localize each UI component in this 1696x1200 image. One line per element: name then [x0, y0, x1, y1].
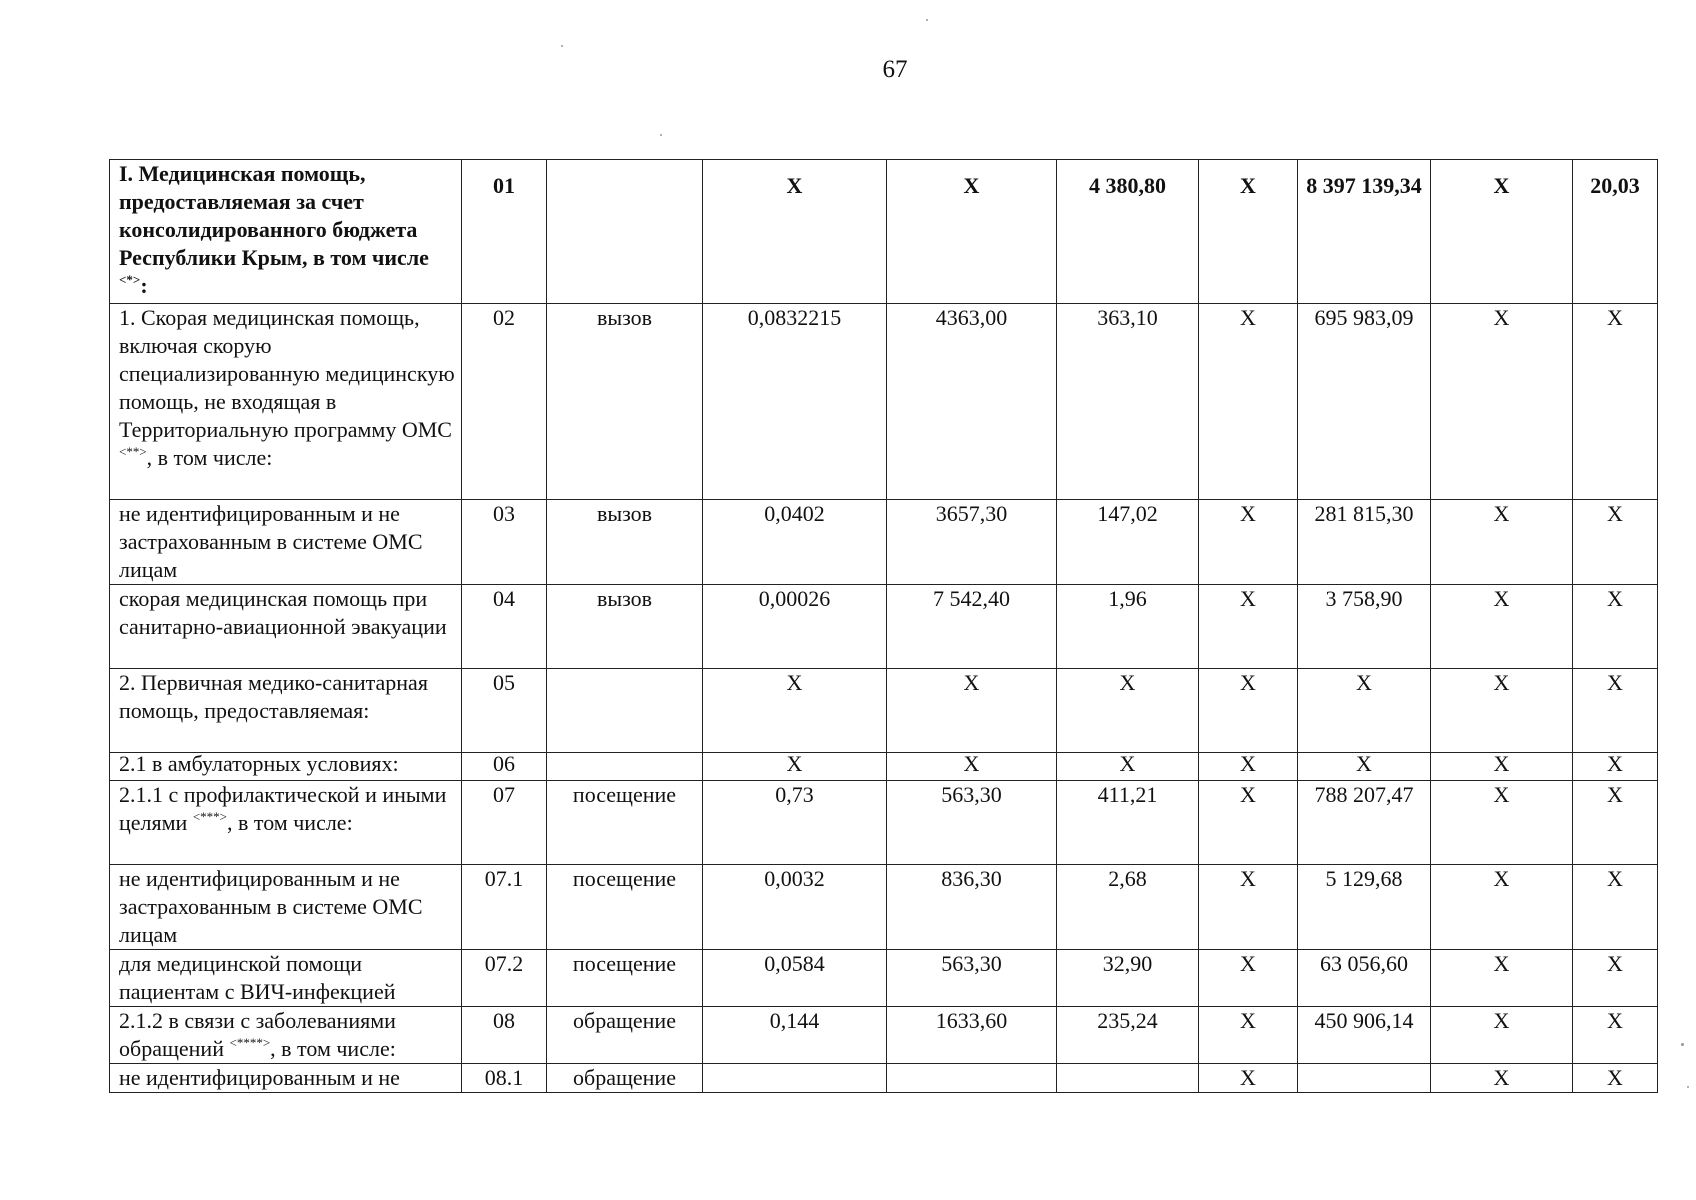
value-cell: 147,02	[1057, 500, 1199, 585]
scan-speck	[1687, 1086, 1689, 1088]
row-description-text: 2.1 в амбулаторных условиях:	[119, 752, 399, 776]
value-cell: 8 397 139,34	[1298, 160, 1431, 304]
value-cell: X	[1199, 753, 1298, 781]
statistics-table	[109, 159, 1658, 1093]
value-cell: X	[1573, 865, 1658, 950]
value-cell: 450 906,14	[1298, 1007, 1431, 1064]
table-row	[110, 304, 1658, 500]
value-cell: 0,0832215	[703, 304, 887, 500]
value-cell: 411,21	[1057, 781, 1199, 865]
value-cell: 3 758,90	[1298, 585, 1431, 669]
value-cell: 63 056,60	[1298, 950, 1431, 1007]
value-cell: X	[1199, 160, 1298, 304]
footnote-marker: <***>	[192, 809, 228, 824]
row-description-text: скорая медицинская помощь при санитарно-авиационной эвакуации	[119, 586, 447, 639]
value-cell: 20,03	[1573, 160, 1658, 304]
value-cell: X	[1573, 304, 1658, 500]
table-row	[110, 950, 1658, 1007]
value-cell: X	[1573, 500, 1658, 585]
value-cell: 0,144	[703, 1007, 887, 1064]
value-cell: 0,0402	[703, 500, 887, 585]
value-cell: X	[1431, 753, 1573, 781]
value-cell: 0,0032	[703, 865, 887, 950]
row-description	[110, 865, 462, 950]
row-description-text: не идентифицированным и не застрахованным в системе ОМС лицам	[119, 501, 423, 582]
value-cell	[1298, 1064, 1431, 1093]
table-row	[110, 585, 1658, 669]
value-cell: X	[1431, 950, 1573, 1007]
value-cell: X	[1298, 753, 1431, 781]
row-code-cell: 03	[462, 500, 547, 585]
row-description-text: 2.1.1 с профилактической и иными целями	[119, 782, 447, 835]
value-cell: X	[1199, 669, 1298, 753]
value-cell: 3657,30	[887, 500, 1057, 585]
value-cell: 235,24	[1057, 1007, 1199, 1064]
footnote-marker: <**>	[119, 444, 147, 459]
scan-speck	[926, 19, 928, 21]
value-cell: 1633,60	[887, 1007, 1057, 1064]
row-code-cell: 05	[462, 669, 547, 753]
value-cell: X	[1057, 753, 1199, 781]
row-description-text: не идентифицированным и не застрахованным в системе ОМС лицам	[119, 866, 423, 947]
scan-speck	[561, 45, 563, 47]
unit-cell: посещение	[547, 950, 703, 1007]
scan-speck	[660, 134, 662, 136]
value-cell: 7 542,40	[887, 585, 1057, 669]
table-row	[110, 865, 1658, 950]
row-description	[110, 1007, 462, 1064]
value-cell: X	[1298, 669, 1431, 753]
value-cell: 695 983,09	[1298, 304, 1431, 500]
value-cell	[1057, 1064, 1199, 1093]
row-description	[110, 1064, 462, 1093]
row-code-cell: 07	[462, 781, 547, 865]
unit-cell	[547, 669, 703, 753]
value-cell: 4363,00	[887, 304, 1057, 500]
unit-cell: вызов	[547, 304, 703, 500]
value-cell: X	[1199, 950, 1298, 1007]
value-cell: X	[887, 160, 1057, 304]
row-description-text: 2. Первичная медико-санитарная помощь, предоставляемая:	[119, 670, 428, 723]
value-cell: X	[887, 753, 1057, 781]
value-cell: X	[703, 753, 887, 781]
row-description	[110, 304, 462, 500]
table-row	[110, 753, 1658, 781]
row-description-text: I. Медицинская помощь, предоставляемая за счет консолидированного бюджета Республики Крым, в том числе	[119, 161, 429, 270]
value-cell: X	[1431, 160, 1573, 304]
value-cell: X	[703, 669, 887, 753]
value-cell: X	[1431, 585, 1573, 669]
value-cell: X	[1199, 304, 1298, 500]
value-cell: X	[1431, 304, 1573, 500]
value-cell: X	[1573, 781, 1658, 865]
row-description	[110, 669, 462, 753]
value-cell: 788 207,47	[1298, 781, 1431, 865]
unit-cell: посещение	[547, 781, 703, 865]
row-code-cell: 07.2	[462, 950, 547, 1007]
value-cell: 363,10	[1057, 304, 1199, 500]
value-cell: 563,30	[887, 950, 1057, 1007]
value-cell: X	[1573, 753, 1658, 781]
value-cell: X	[1199, 1064, 1298, 1093]
value-cell: 836,30	[887, 865, 1057, 950]
footnote-marker: <****>	[229, 1035, 271, 1050]
value-cell: X	[1199, 500, 1298, 585]
value-cell: X	[1199, 585, 1298, 669]
value-cell: X	[1573, 669, 1658, 753]
unit-cell: вызов	[547, 500, 703, 585]
value-cell: 5 129,68	[1298, 865, 1431, 950]
table-row	[110, 500, 1658, 585]
value-cell: 1,96	[1057, 585, 1199, 669]
value-cell: X	[703, 160, 887, 304]
value-cell: X	[1431, 669, 1573, 753]
unit-cell: обращение	[547, 1064, 703, 1093]
value-cell: 0,0584	[703, 950, 887, 1007]
unit-cell	[547, 160, 703, 304]
value-cell: 0,00026	[703, 585, 887, 669]
value-cell: 281 815,30	[1298, 500, 1431, 585]
row-description	[110, 160, 462, 304]
value-cell: X	[1431, 781, 1573, 865]
row-description-suffix: :	[140, 273, 148, 298]
footnote-marker: <*>	[119, 272, 141, 287]
table-row	[110, 1007, 1658, 1064]
row-description-text: для медицинской помощи пациентам с ВИЧ-инфекцией	[119, 951, 396, 1004]
value-cell: X	[1573, 1064, 1658, 1093]
table-row	[110, 1064, 1658, 1093]
value-cell: X	[1431, 500, 1573, 585]
page-number: 67	[882, 56, 908, 83]
value-cell	[887, 1064, 1057, 1093]
value-cell: X	[1057, 669, 1199, 753]
row-description-text: 1. Скорая медицинская помощь, включая скорую специализированную медицинскую помощь, не входящая в Территориальную программу ОМС	[119, 305, 455, 442]
row-description	[110, 585, 462, 669]
value-cell	[703, 1064, 887, 1093]
unit-cell: вызов	[547, 585, 703, 669]
value-cell: 0,73	[703, 781, 887, 865]
row-code-cell: 08.1	[462, 1064, 547, 1093]
value-cell: X	[1573, 585, 1658, 669]
scan-speck	[1681, 1043, 1684, 1046]
unit-cell	[547, 753, 703, 781]
value-cell: X	[1573, 1007, 1658, 1064]
row-description	[110, 500, 462, 585]
row-code-cell: 08	[462, 1007, 547, 1064]
value-cell: X	[1573, 950, 1658, 1007]
row-description	[110, 781, 462, 865]
row-code-cell: 04	[462, 585, 547, 669]
row-description	[110, 950, 462, 1007]
value-cell: X	[1199, 781, 1298, 865]
value-cell: X	[1431, 865, 1573, 950]
row-description-text: 2.1.2 в связи с заболеваниями обращений	[119, 1008, 396, 1061]
unit-cell: обращение	[547, 1007, 703, 1064]
row-description	[110, 753, 462, 781]
value-cell: 2,68	[1057, 865, 1199, 950]
value-cell: X	[1431, 1007, 1573, 1064]
value-cell: X	[1431, 1064, 1573, 1093]
row-code-cell: 01	[462, 160, 547, 304]
table-row	[110, 160, 1658, 304]
value-cell: X	[1199, 1007, 1298, 1064]
table-row	[110, 669, 1658, 753]
row-description-suffix: , в том числе:	[270, 1036, 396, 1061]
row-code-cell: 07.1	[462, 865, 547, 950]
value-cell: X	[1199, 865, 1298, 950]
value-cell: 4 380,80	[1057, 160, 1199, 304]
value-cell: X	[887, 669, 1057, 753]
value-cell: 563,30	[887, 781, 1057, 865]
row-code-cell: 06	[462, 753, 547, 781]
table-row	[110, 781, 1658, 865]
row-description-suffix: , в том числе:	[146, 445, 273, 470]
unit-cell: посещение	[547, 865, 703, 950]
row-description-text: не идентифицированным и не	[119, 1065, 400, 1090]
row-description-suffix: , в том числе:	[227, 810, 353, 835]
row-code-cell: 02	[462, 304, 547, 500]
value-cell: 32,90	[1057, 950, 1199, 1007]
